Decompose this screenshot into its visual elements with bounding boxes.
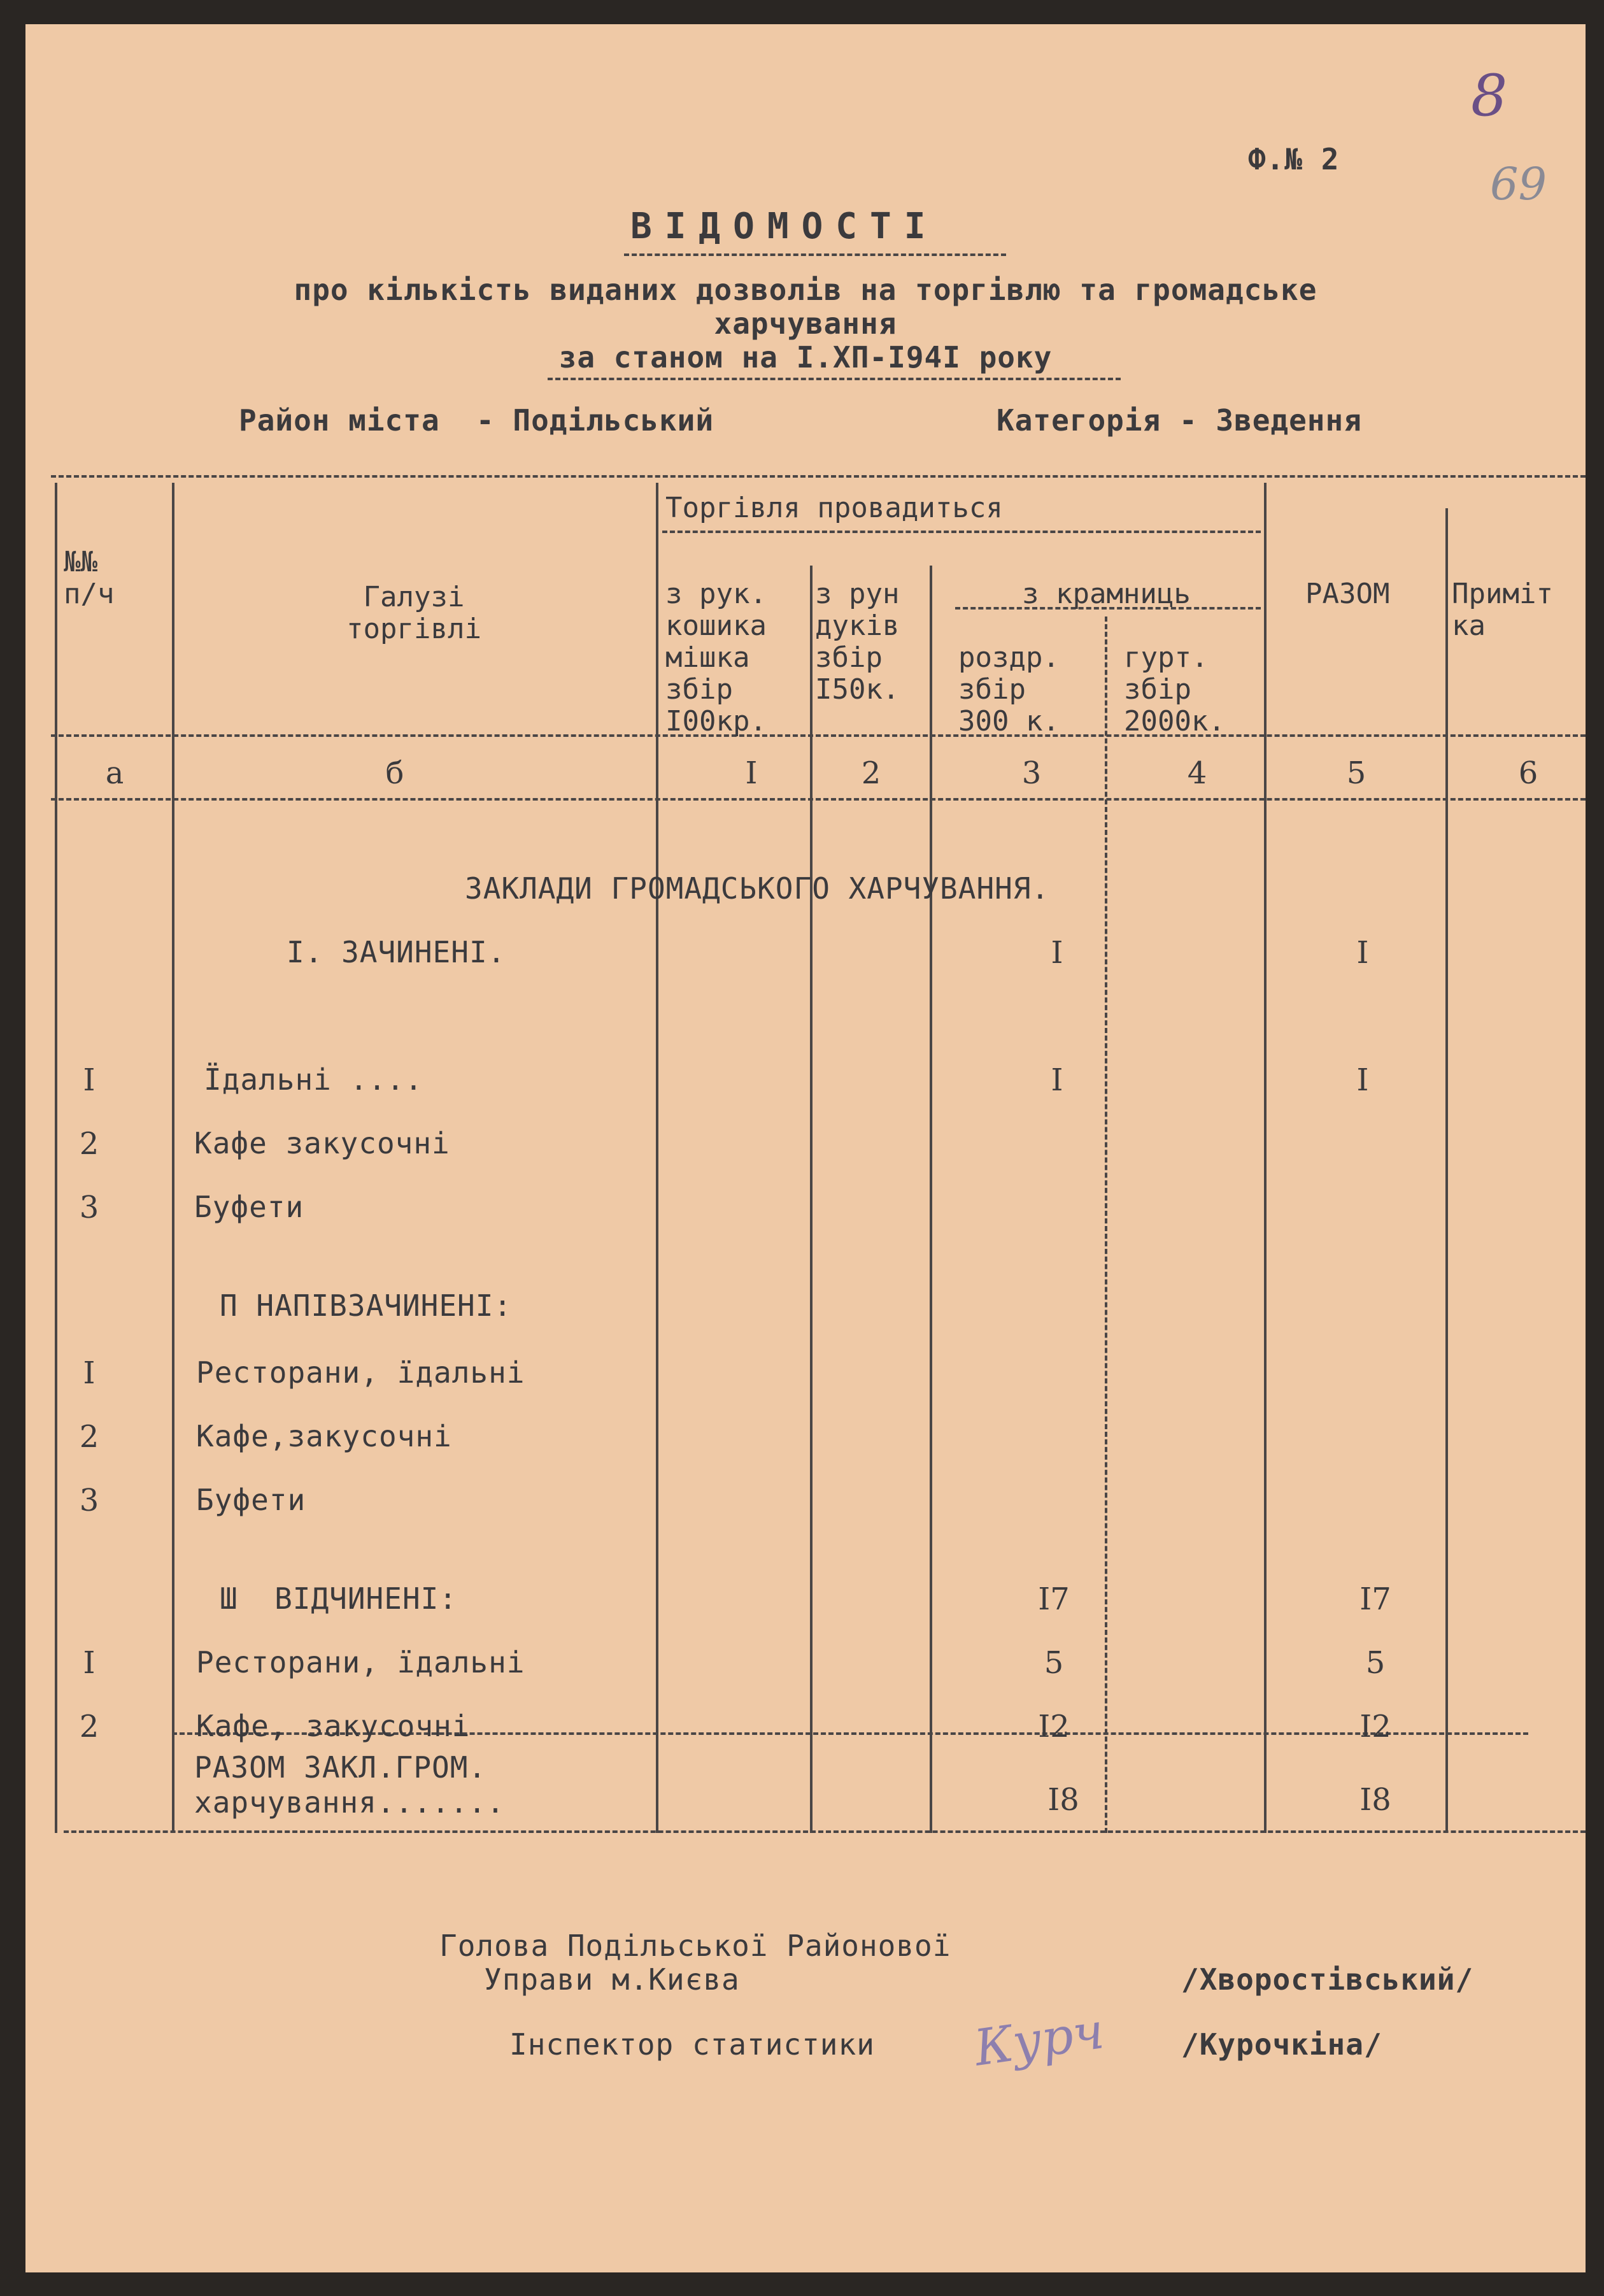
row-number: 3 [79, 1483, 99, 1518]
index-5: 5 [1346, 755, 1366, 791]
col-line-4 [1105, 617, 1107, 1833]
row-col5: І [1356, 1062, 1369, 1098]
header-col1: з рук. кошика мішка збір І00кр. [665, 578, 767, 738]
category-label: Категорія - Зведення [997, 403, 1362, 438]
col-line-1 [656, 483, 658, 1833]
archive-number-bottom: 69 [1490, 158, 1547, 210]
row-label: Буфети [194, 1190, 304, 1224]
index-a: а [105, 755, 124, 791]
header-col4: гурт. збір 2000к. [1124, 641, 1225, 738]
row-col5: 5 [1365, 1645, 1386, 1681]
row-col5: І7 [1359, 1581, 1391, 1617]
header-row-number: №№ п/ч [64, 546, 115, 610]
row-col3: І [1051, 1062, 1063, 1098]
index-divider [51, 798, 1586, 801]
header-note: Приміт ка [1452, 578, 1553, 642]
header-col2: з рун дуків збір І50к. [815, 578, 900, 706]
row-col3: І2 [1038, 1709, 1070, 1744]
subtitle-line-2: харчування [714, 306, 897, 341]
col-line-2 [810, 566, 813, 1833]
document-title: ВІДОМОСТІ [630, 206, 939, 247]
index-4: 4 [1187, 755, 1207, 791]
col-line-b [172, 483, 174, 1833]
col-line-6 [1445, 508, 1448, 1833]
row-label: Ресторани, їдальні [196, 1355, 525, 1390]
row-label: І. ЗАЧИНЕНІ. [287, 935, 506, 969]
index-2: 2 [861, 755, 881, 791]
signature-text: Курч [970, 2002, 1108, 2078]
row-number: І [83, 1355, 96, 1391]
row-label: Ресторани, їдальні [196, 1645, 525, 1679]
handwritten-signature [971, 2002, 1108, 2078]
subtitle-underline [548, 378, 1121, 380]
header-total: РАЗОМ [1305, 578, 1390, 610]
row-label: Буфети [196, 1483, 306, 1517]
head-title-line-2: Управи м.Києва [484, 1962, 740, 1997]
document-sheet [25, 24, 1586, 2272]
row-number: 2 [79, 1709, 99, 1744]
inspector-name: /Курочкіна/ [1181, 2027, 1382, 2062]
table-bottom-line [64, 1830, 1586, 1833]
row-label: П НАПІВЗАЧИНЕНІ: [220, 1288, 513, 1323]
total-col3: І8 [1047, 1782, 1079, 1818]
row-col3: І7 [1038, 1581, 1070, 1617]
row-col5: І2 [1359, 1709, 1391, 1744]
row-label: Кафе,закусочні [196, 1419, 452, 1453]
row-number: 3 [79, 1190, 99, 1225]
row-number: 2 [79, 1126, 99, 1162]
col-line-5 [1264, 483, 1267, 1833]
col-line-3 [930, 566, 932, 1833]
index-b: б [385, 755, 404, 791]
header-col3: роздр. збір 300 к. [958, 641, 1060, 738]
title-underline [624, 253, 1006, 256]
index-3: 3 [1021, 755, 1042, 791]
row-label: Їдальні .... [204, 1062, 423, 1097]
header-branch: Галузі торгівлі [346, 581, 481, 645]
index-6: 6 [1518, 755, 1538, 791]
row-number: І [83, 1062, 96, 1098]
row-label: Кафе, закусочні [196, 1709, 471, 1743]
head-name: /Хворостівський/ [1181, 1962, 1474, 1997]
row-col3: 5 [1044, 1645, 1064, 1681]
head-title-line-1: Голова Подільської Районової [439, 1929, 951, 1963]
row-col3: І [1051, 935, 1063, 971]
subtitle-line-1: про кількість виданих дозволів на торгівлю та громадське [294, 273, 1317, 307]
subtitle-line-3: за станом на І.ХП-І94І року [558, 340, 1053, 374]
row-number: І [83, 1645, 96, 1681]
district-label: Район міста - Подільський [239, 403, 714, 438]
header-divider [51, 734, 1586, 737]
total-col5: І8 [1359, 1782, 1391, 1818]
row-label: Кафе закусочні [194, 1126, 450, 1160]
section-title: ЗАКЛАДИ ГРОМАДСЬКОГО ХАРЧУВАННЯ. [465, 871, 1050, 906]
row-label: Ш ВІДЧИНЕНІ: [220, 1581, 458, 1616]
row-col5: І [1356, 935, 1369, 971]
total-label-line-2: харчування....... [194, 1785, 505, 1820]
header-trade-group: Торгівля провадиться [665, 492, 1003, 524]
table-top-line [51, 475, 1586, 478]
index-1: І [745, 755, 758, 791]
trade-group-divider [662, 531, 1261, 533]
archive-number-top: 8 [1471, 62, 1508, 129]
inspector-title: Інспектор статистики [509, 2027, 875, 2062]
header-shops-group: з крамниць [1022, 578, 1191, 610]
total-label-line-1: РАЗОМ ЗАКЛ.ГРОМ. [194, 1750, 487, 1785]
form-number: Ф.№ 2 [1248, 142, 1340, 176]
row-number: 2 [79, 1419, 99, 1455]
